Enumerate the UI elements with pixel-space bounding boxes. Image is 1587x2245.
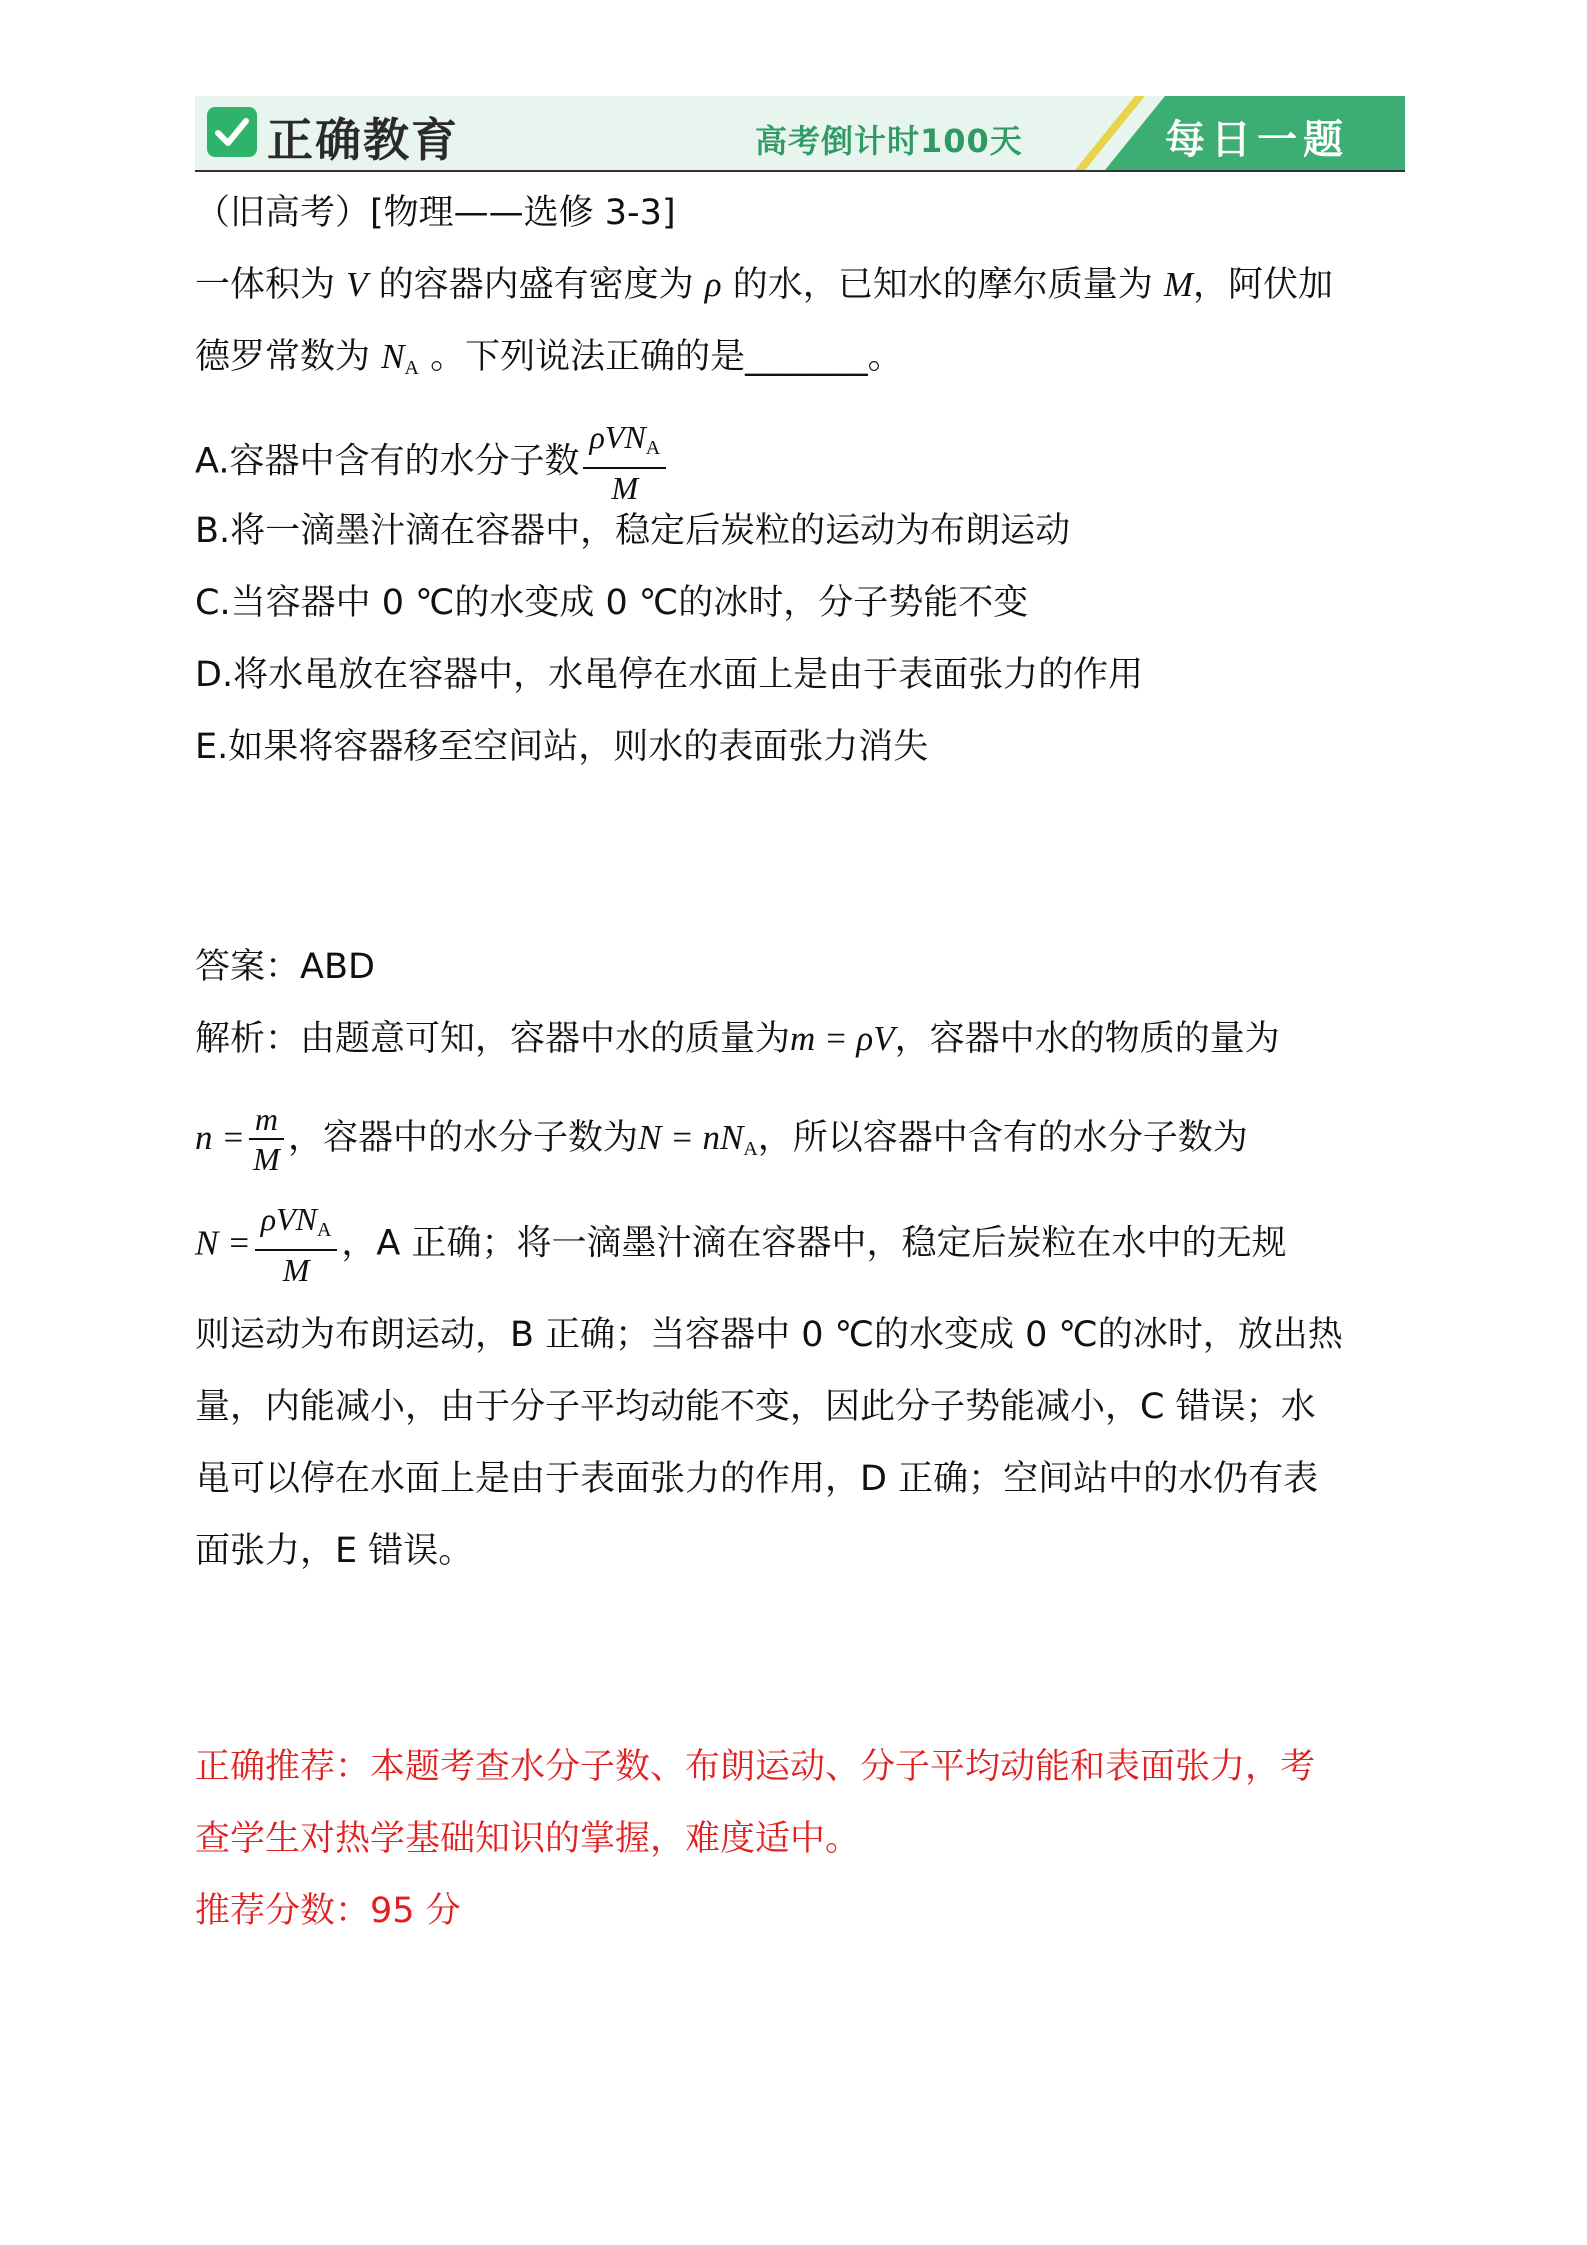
question-stem-line-1: 一体积为 V 的容器内盛有密度为 ρ 的水，已知水的摩尔质量为 M，阿伏加 — [195, 265, 1334, 305]
header-banner — [195, 96, 1405, 170]
mass-formula: m = ρV — [790, 1019, 895, 1058]
analysis-line-1 — [195, 1016, 1280, 1062]
recommendation-score: 推荐分数：95 分 — [195, 1891, 461, 1931]
brand-name: 正确教育 — [267, 113, 459, 167]
ribbon-label: 每日一题 — [1165, 117, 1349, 163]
option-d: D.将水黾放在容器中，水黾停在水面上是由于表面张力的作用 — [195, 655, 1144, 695]
recommendation-line-1: 正确推荐：本题考查水分子数、布朗运动、分子平均动能和表面张力，考 — [195, 1747, 1316, 1787]
option-a-formula: $\frac{\rho VN_A}{M}$ — [583, 418, 666, 507]
option-a-text: A.容器中含有的水分子数 — [195, 441, 580, 482]
option-e: E.如果将容器移至空间站，则水的表面张力消失 — [195, 727, 929, 767]
analysis-line-3 — [195, 1200, 1287, 1289]
daily-question-ribbon — [1045, 96, 1405, 170]
analysis-line-6: 黾可以停在水面上是由于表面张力的作用，D 正确；空间站中的水仍有表 — [195, 1459, 1319, 1499]
header-divider — [195, 170, 1405, 172]
final-formula: $\frac{\rho VN_A}{M}$ — [255, 1200, 338, 1289]
source-tag: （旧高考）[物理——选修 3-3] — [195, 193, 676, 233]
checkmark-logo-icon — [207, 107, 257, 157]
countdown-label: 高考倒计时100天 — [755, 122, 1023, 160]
n-tail: ，容器中的水分子数为 — [287, 1118, 638, 1158]
final-tail: ，A 正确；将一滴墨汁滴在容器中，稳定后炭粒在水中的无规 — [341, 1223, 1287, 1264]
final-formula-lhs: N = — [195, 1223, 251, 1263]
recommendation-line-2: 查学生对热学基础知识的掌握，难度适中。 — [195, 1819, 861, 1859]
analysis-line-4: 则运动为布朗运动，B 正确；当容器中 0 ℃的水变成 0 ℃的冰时，放出热 — [195, 1315, 1343, 1355]
answer-label: 答案：ABD — [195, 947, 375, 987]
option-a — [195, 418, 670, 507]
option-c: C.当容器中 0 ℃的水变成 0 ℃的冰时，分子势能不变 — [195, 583, 1029, 623]
question-stem-line-2: 德罗常数为 $N_A$ 。下列说法正确的是_______。 — [195, 337, 903, 379]
analysis-line-7: 面张力，E 错误。 — [195, 1531, 474, 1571]
N-formula: $N = nN_A$ — [638, 1118, 758, 1160]
analysis-line-2 — [195, 1100, 1248, 1178]
analysis-intro: 解析：由题意可知，容器中水的质量为 — [195, 1019, 791, 1059]
N-tail: ，所以容器中含有的水分子数为 — [757, 1118, 1248, 1158]
option-b: B.将一滴墨汁滴在容器中，稳定后炭粒的运动为布朗运动 — [195, 511, 1071, 551]
n-formula-lhs: n = — [195, 1118, 245, 1157]
analysis-intro-tail: ，容器中水的物质的量为 — [894, 1019, 1280, 1059]
n-formula: $\frac{m}{M}$ — [249, 1100, 284, 1178]
analysis-line-5: 量，内能减小，由于分子平均动能不变，因此分子势能减小，C 错误；水 — [195, 1387, 1316, 1427]
